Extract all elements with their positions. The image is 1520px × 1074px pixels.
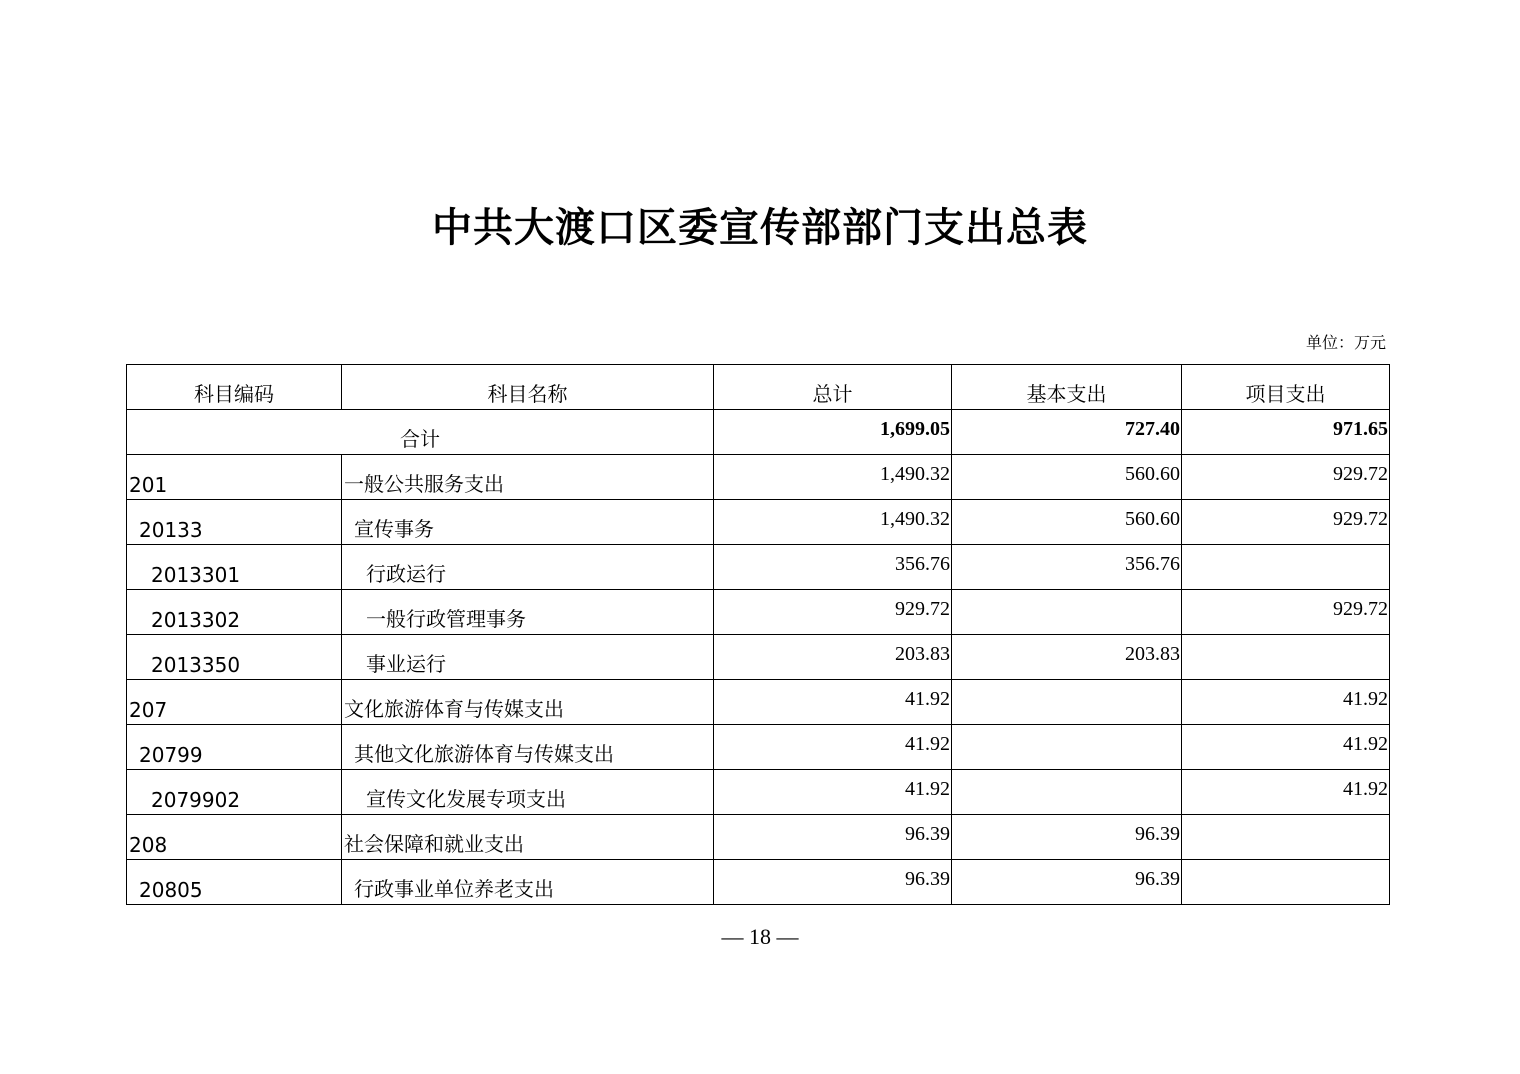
row-project: 41.92	[1182, 770, 1390, 815]
unit-label: 单位：万元	[1305, 333, 1386, 352]
header-project: 项目支出	[1182, 365, 1390, 410]
row-project	[1182, 635, 1390, 680]
row-total: 41.92	[714, 680, 952, 725]
row-basic: 560.60	[952, 500, 1182, 545]
header-code: 科目编码	[127, 365, 342, 410]
row-project: 929.72	[1182, 500, 1390, 545]
row-total: 41.92	[714, 725, 952, 770]
total-total: 1,699.05	[714, 410, 952, 455]
header-name: 科目名称	[342, 365, 714, 410]
table-row	[127, 500, 1390, 545]
table-row	[127, 770, 1390, 815]
row-code: 208	[127, 815, 342, 860]
row-code: 20133	[127, 500, 342, 545]
page-title: 中共大渡口区委宣传部部门支出总表	[432, 204, 1088, 251]
row-project: 41.92	[1182, 725, 1390, 770]
row-name: 其他文化旅游体育与传媒支出	[342, 725, 714, 770]
row-total: 929.72	[714, 590, 952, 635]
total-label: 合计	[127, 410, 714, 455]
row-name: 一般公共服务支出	[342, 455, 714, 500]
row-basic: 560.60	[952, 455, 1182, 500]
row-total: 96.39	[714, 860, 952, 905]
row-basic: 96.39	[952, 815, 1182, 860]
row-name: 宣传事务	[342, 500, 714, 545]
expenditure-table	[126, 364, 1390, 905]
row-project	[1182, 860, 1390, 905]
row-basic: 356.76	[952, 545, 1182, 590]
table-row	[127, 860, 1390, 905]
row-name: 行政运行	[342, 545, 714, 590]
row-name: 行政事业单位养老支出	[342, 860, 714, 905]
row-code: 20799	[127, 725, 342, 770]
row-project	[1182, 545, 1390, 590]
page-number: — 18 —	[721, 924, 799, 949]
row-name: 文化旅游体育与传媒支出	[342, 680, 714, 725]
row-name: 社会保障和就业支出	[342, 815, 714, 860]
table-row	[127, 455, 1390, 500]
header-total: 总计	[714, 365, 952, 410]
table-row	[127, 725, 1390, 770]
header-basic: 基本支出	[952, 365, 1182, 410]
table-row	[127, 815, 1390, 860]
row-project: 929.72	[1182, 590, 1390, 635]
row-total: 203.83	[714, 635, 952, 680]
row-basic	[952, 590, 1182, 635]
row-code: 2013301	[127, 545, 342, 590]
table-row	[127, 635, 1390, 680]
row-basic: 203.83	[952, 635, 1182, 680]
row-code: 207	[127, 680, 342, 725]
row-code: 20805	[127, 860, 342, 905]
row-basic: 96.39	[952, 860, 1182, 905]
row-total: 1,490.32	[714, 500, 952, 545]
row-code: 201	[127, 455, 342, 500]
row-total: 1,490.32	[714, 455, 952, 500]
table-header-row	[127, 365, 1390, 410]
row-total: 356.76	[714, 545, 952, 590]
row-code: 2013302	[127, 590, 342, 635]
row-code: 2013350	[127, 635, 342, 680]
row-name: 一般行政管理事务	[342, 590, 714, 635]
row-total: 41.92	[714, 770, 952, 815]
row-basic	[952, 770, 1182, 815]
row-project	[1182, 815, 1390, 860]
row-basic	[952, 725, 1182, 770]
total-row	[127, 410, 1390, 455]
row-code: 2079902	[127, 770, 342, 815]
row-basic	[952, 680, 1182, 725]
row-name: 宣传文化发展专项支出	[342, 770, 714, 815]
total-project: 971.65	[1182, 410, 1390, 455]
row-project: 929.72	[1182, 455, 1390, 500]
total-basic: 727.40	[952, 410, 1182, 455]
table-row	[127, 680, 1390, 725]
row-total: 96.39	[714, 815, 952, 860]
table-row	[127, 545, 1390, 590]
row-project: 41.92	[1182, 680, 1390, 725]
row-name: 事业运行	[342, 635, 714, 680]
table-row	[127, 590, 1390, 635]
